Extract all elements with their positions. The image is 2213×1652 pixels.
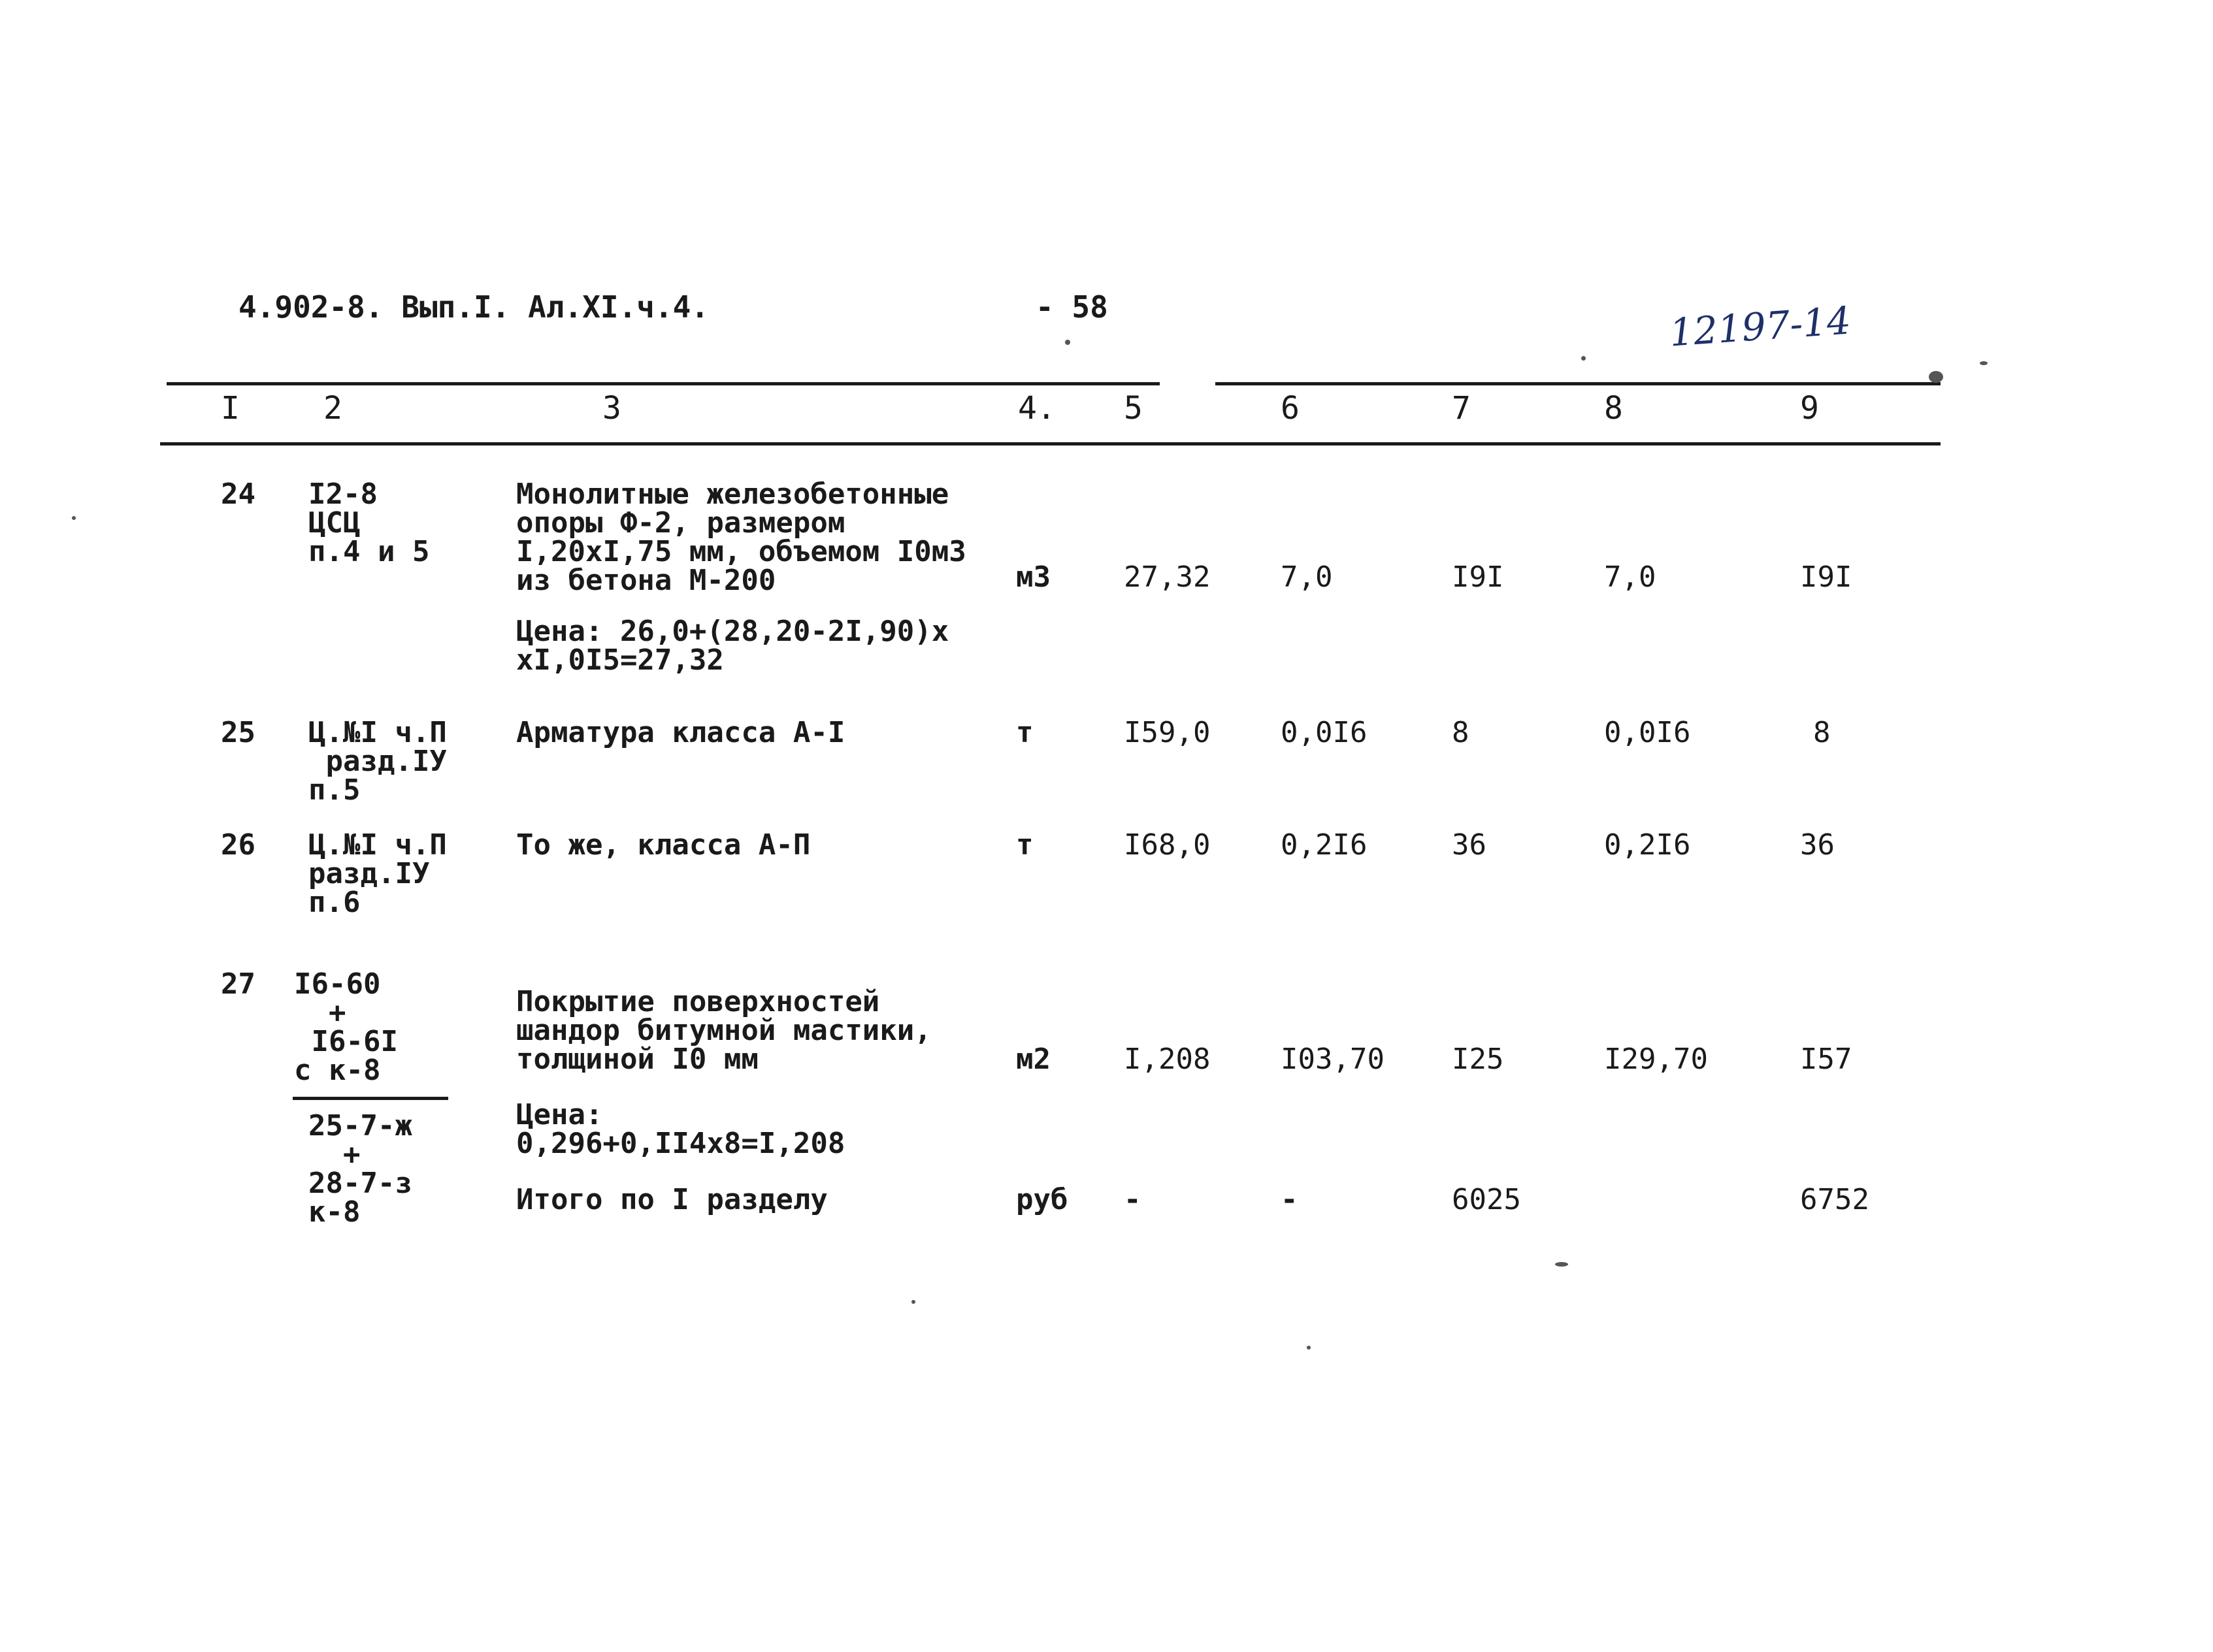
scan-speck xyxy=(1065,340,1070,345)
total-label: Итого по I разделу xyxy=(516,1183,828,1216)
row-25-description: Арматура класса А-I xyxy=(516,716,845,749)
column-number-5: 5 xyxy=(1124,390,1143,427)
total-col7: 6025 xyxy=(1452,1183,1521,1216)
row-27-description: Покрытие поверхностей шандор битумной мастики, толщиной I0 мм xyxy=(516,985,932,1076)
row-27-code-bottom: 25-7-ж + 28-7-з к-8 xyxy=(308,1109,412,1229)
column-header-rule xyxy=(160,442,1941,445)
row-26-col6: 0,2I6 xyxy=(1281,828,1368,862)
column-number-4: 4. xyxy=(1018,390,1056,427)
row-25-col5: I59,0 xyxy=(1124,716,1211,749)
column-number-2: 2 xyxy=(323,390,342,427)
header-rule-left xyxy=(167,382,1160,385)
row-27-code-top: I6-60 + I6-6I с к-8 xyxy=(294,967,398,1087)
column-number-8: 8 xyxy=(1604,390,1623,427)
scan-speck xyxy=(72,516,76,520)
row-26-description: То же, класса А-П xyxy=(516,828,811,862)
total-unit: руб xyxy=(1016,1183,1068,1216)
row-26-number: 26 xyxy=(221,828,255,862)
scan-speck xyxy=(1929,371,1943,383)
row-24-code: I2-8 ЦСЦ п.4 и 5 xyxy=(308,478,430,568)
row-27-unit: м2 xyxy=(1016,1043,1051,1076)
scan-speck xyxy=(1307,1346,1311,1350)
row-27-col5: I,208 xyxy=(1124,1043,1211,1076)
row-27-col6: I03,70 xyxy=(1281,1043,1385,1076)
row-27-col7: I25 xyxy=(1452,1043,1504,1076)
row-26-col5: I68,0 xyxy=(1124,828,1211,862)
row-24-col9: I9I xyxy=(1800,560,1852,594)
header-rule-right xyxy=(1215,382,1941,385)
row-25-col8: 0,0I6 xyxy=(1604,716,1691,749)
column-number-9: 9 xyxy=(1800,390,1819,427)
row-26-unit: т xyxy=(1016,828,1034,862)
row-25-code: Ц.№I ч.П разд.IУ п.5 xyxy=(308,716,447,807)
page-number: - 58 xyxy=(1036,289,1108,325)
row-24-col7: I9I xyxy=(1452,560,1504,594)
scan-speck xyxy=(1980,361,1988,365)
row-26-code: Ц.№I ч.П разд.IУ п.6 xyxy=(308,828,447,919)
row-24-col5: 27,32 xyxy=(1124,560,1211,594)
row-26-col7: 36 xyxy=(1452,828,1486,862)
row-25-col9: 8 xyxy=(1813,716,1831,749)
row-24-price-note: Цена: 26,0+(28,20-2I,90)х хI,0I5=27,32 xyxy=(516,615,949,677)
scan-speck xyxy=(1581,356,1586,361)
row-25-col6: 0,0I6 xyxy=(1281,716,1368,749)
scan-speck xyxy=(1555,1262,1568,1267)
row-27-code-divider xyxy=(293,1097,448,1100)
row-24-col8: 7,0 xyxy=(1604,560,1656,594)
row-24-description: Монолитные железобетонные опоры Ф-2, размером I,20хI,75 мм, объемом I0м3 из бетона М-200 xyxy=(516,478,966,597)
row-27-col8: I29,70 xyxy=(1604,1043,1708,1076)
row-27-price-note: Цена: 0,296+0,II4х8=I,208 xyxy=(516,1098,845,1160)
row-24-number: 24 xyxy=(221,478,255,511)
row-24-unit: м3 xyxy=(1016,560,1051,594)
total-col5: - xyxy=(1124,1183,1141,1216)
row-26-col8: 0,2I6 xyxy=(1604,828,1691,862)
row-27-col9: I57 xyxy=(1800,1043,1852,1076)
column-number-3: 3 xyxy=(602,390,621,427)
row-26-col9: 36 xyxy=(1800,828,1835,862)
row-27-number: 27 xyxy=(221,967,255,1001)
row-25-unit: т xyxy=(1016,716,1034,749)
row-25-number: 25 xyxy=(221,716,255,749)
column-number-7: 7 xyxy=(1452,390,1471,427)
total-col9: 6752 xyxy=(1800,1183,1869,1216)
scan-speck xyxy=(911,1300,915,1304)
column-number-1: I xyxy=(221,390,240,427)
doc-reference: 4.902-8. Вып.I. Ал.XI.ч.4. xyxy=(238,289,710,325)
column-number-6: 6 xyxy=(1281,390,1300,427)
total-col6: - xyxy=(1281,1183,1298,1216)
row-25-col7: 8 xyxy=(1452,716,1469,749)
handwritten-code: 12197-14 xyxy=(1667,298,1852,355)
row-24-col6: 7,0 xyxy=(1281,560,1333,594)
